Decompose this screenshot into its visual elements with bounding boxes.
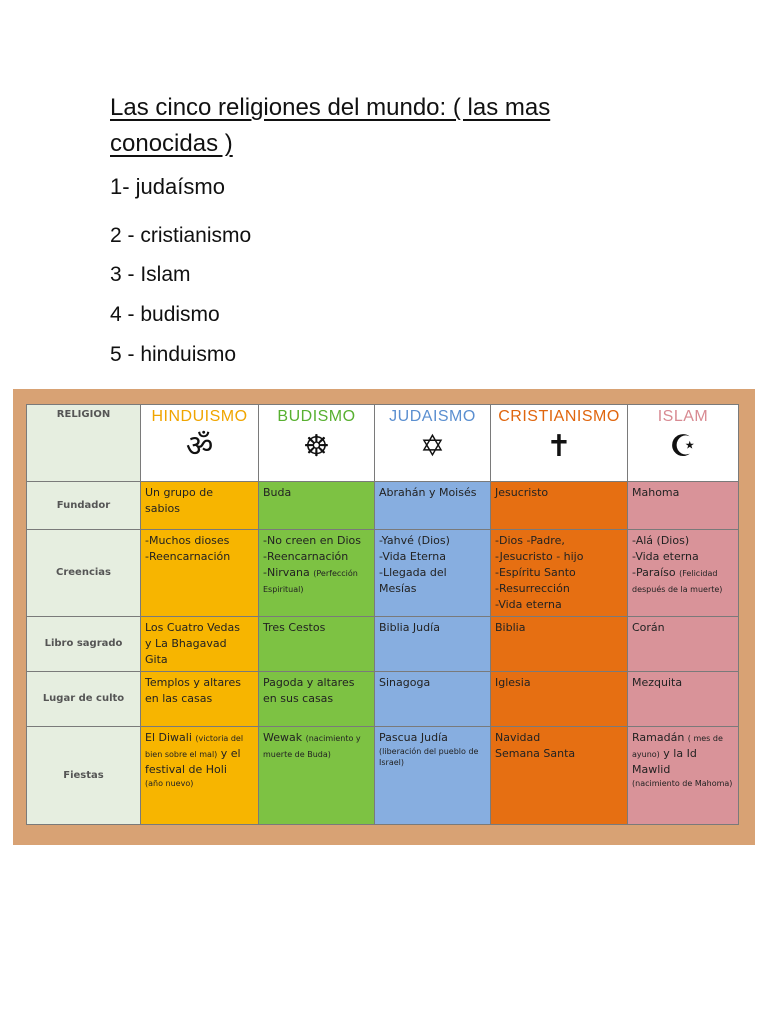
table-cell	[259, 482, 375, 530]
cell-text: Mahoma	[632, 486, 680, 499]
list-item: 3 - Islam	[110, 263, 191, 286]
table-row	[27, 672, 739, 727]
cell-text: Templos y altares	[145, 676, 241, 689]
table-cell	[259, 727, 375, 825]
page-heading: Las cinco religiones del mundo: ( las mas conocidas )	[110, 94, 551, 157]
cell-note: (año nuevo)	[145, 779, 194, 788]
table-cell	[259, 530, 375, 617]
row-label: Fundador	[27, 482, 141, 530]
header-budismo	[259, 405, 375, 482]
row-label: Lugar de culto	[27, 672, 141, 727]
cell-text: Gita	[145, 653, 168, 666]
table-row	[27, 530, 739, 617]
table-cell	[491, 530, 628, 617]
list-item: 2 - cristianismo	[110, 224, 252, 247]
table-cell	[375, 672, 491, 727]
cell-text: -Alá (Dios)	[632, 534, 690, 547]
cell-text: -Reencarnación	[145, 550, 231, 563]
religions-table	[26, 404, 739, 825]
cell-text: en sus casas	[263, 692, 334, 705]
cell-text: -Vida Eterna	[379, 550, 446, 563]
cell-text: Abrahán y Moisés	[379, 486, 477, 499]
table-cell	[375, 530, 491, 617]
cell-text: Mezquita	[632, 676, 683, 689]
row-label: Fiestas	[27, 727, 141, 825]
cell-text: Corán	[632, 621, 665, 634]
cross-icon: ✝	[546, 429, 572, 464]
table-cell	[259, 617, 375, 672]
cell-text: Jesucristo	[495, 486, 549, 499]
row-label: Libro sagrado	[27, 617, 141, 672]
cell-note: (Felicidad después de la muerte)	[632, 569, 723, 594]
column-title: JUDAISMO	[389, 408, 476, 425]
table-cell	[491, 617, 628, 672]
table-cell	[375, 482, 491, 530]
table-cell	[141, 617, 259, 672]
cell-text: Buda	[263, 486, 292, 499]
cell-text: -Muchos dioses	[145, 534, 230, 547]
header-cristianismo	[491, 405, 628, 482]
cell-note: (victoria del bien sobre el mal)	[145, 734, 244, 759]
cell-note: (Perfección Espiritual)	[263, 569, 358, 594]
cell-text: Ramadán	[632, 731, 685, 744]
table-cell	[628, 482, 739, 530]
cell-text: Un grupo de	[145, 486, 213, 499]
cell-text: y el festival de Holi	[145, 747, 241, 776]
cell-text: Sinagoga	[379, 676, 431, 689]
cell-text: -Llegada del	[379, 566, 447, 579]
cell-text: y la Id	[663, 747, 697, 760]
cell-text: Mawlid	[632, 763, 671, 776]
cell-text: Mesías	[379, 582, 417, 595]
cell-text: -Resurrección	[495, 582, 570, 595]
cell-text: y La Bhagavad	[145, 637, 227, 650]
list-item: 1- judaísmo	[110, 174, 225, 199]
table-cell	[628, 617, 739, 672]
cell-text: -Jesucristo - hijo	[495, 550, 584, 563]
column-title: CRISTIANISMO	[498, 408, 620, 425]
cell-text: -Nirvana	[263, 566, 310, 579]
cell-text: en las casas	[145, 692, 213, 705]
cell-note: (nacimiento de Mahoma)	[632, 779, 733, 788]
cell-text: Los Cuatro Vedas	[145, 621, 240, 634]
crescent-star-icon: ☪	[669, 429, 697, 464]
cell-note: (nacimiento y muerte de Buda)	[263, 734, 361, 759]
table-cell	[491, 672, 628, 727]
cell-text: sabios	[145, 502, 180, 515]
table-cell	[628, 672, 739, 727]
cell-text: -Paraíso	[632, 566, 676, 579]
table-cell	[491, 727, 628, 825]
table-cell	[628, 530, 739, 617]
column-title: HINDUISMO	[151, 408, 248, 425]
table-cell	[259, 672, 375, 727]
corner-label: RELIGION	[27, 405, 141, 482]
cell-text: -Yahvé (Dios)	[379, 534, 450, 547]
cell-text: Biblia	[495, 621, 526, 634]
cell-text: El Diwali	[145, 731, 192, 744]
table-cell	[141, 482, 259, 530]
om-icon: ॐ	[185, 429, 214, 464]
star-of-david-icon: ✡	[419, 429, 446, 464]
header-hinduismo	[141, 405, 259, 482]
table-cell	[141, 530, 259, 617]
list-item: 5 - hinduismo	[110, 343, 237, 366]
cell-text: -No creen en Dios	[263, 534, 361, 547]
header-judaismo	[375, 405, 491, 482]
cell-text: Wewak	[263, 731, 303, 744]
cell-note: ( mes de ayuno)	[632, 734, 723, 759]
cell-text: -Vida eterna	[632, 550, 699, 563]
column-title: ISLAM	[657, 408, 709, 425]
cell-text: Iglesia	[495, 676, 531, 689]
cell-text: -Espíritu Santo	[495, 566, 576, 579]
cell-text: Tres Cestos	[263, 621, 326, 634]
table-header-row	[27, 405, 739, 482]
header-islam	[628, 405, 739, 482]
cell-text: -Vida eterna	[495, 598, 562, 611]
cell-text: Navidad	[495, 731, 541, 744]
table-cell	[375, 617, 491, 672]
cell-text: Semana Santa	[495, 747, 576, 760]
cell-text: -Dios -Padre,	[495, 534, 565, 547]
table-row	[27, 617, 739, 672]
table-cell	[491, 482, 628, 530]
table-row	[27, 727, 739, 825]
cell-note: (liberación del pueblo de Israel)	[379, 747, 479, 767]
row-label: Creencias	[27, 530, 141, 617]
cell-text: Pascua Judía	[379, 731, 448, 744]
column-title: BUDISMO	[277, 408, 356, 425]
cell-text: Pagoda y altares	[263, 676, 355, 689]
table-cell	[141, 672, 259, 727]
table-cell	[141, 727, 259, 825]
list-item: 4 - budismo	[110, 303, 220, 326]
table-cell	[628, 727, 739, 825]
cell-text: Biblia Judía	[379, 621, 440, 634]
cell-text: -Reencarnación	[263, 550, 349, 563]
table-row	[27, 482, 739, 530]
dharma-wheel-icon: ☸	[303, 429, 330, 464]
table-cell	[375, 727, 491, 825]
